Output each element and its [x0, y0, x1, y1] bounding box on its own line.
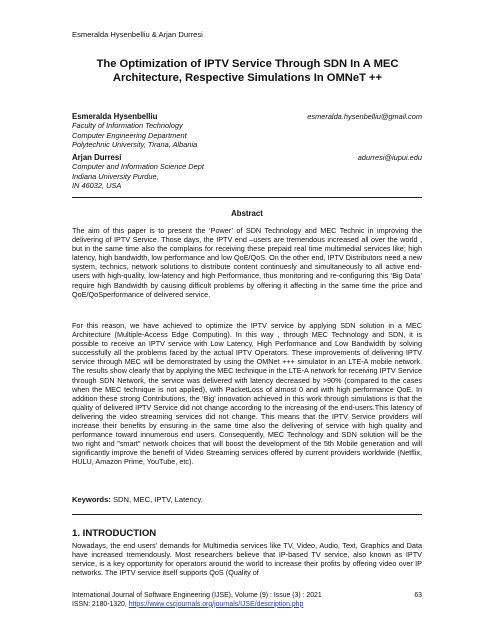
title-line-2: Architecture, Respective Simulations In OMNeT ++ [112, 72, 383, 84]
footer-issn-line [72, 601, 422, 610]
journal-link[interactable]: https://www.cscjournals.org/journals/IJSE/description.php [128, 600, 304, 608]
abstract-paragraph-1: The aim of this paper is to present the ‘Power’ of SDN Technology and MEC Technic in improving the delivering of IPTV Service. Those days, the IPTV end –users are tremendous increased all over the world , but in the same time also the complains for receiving these prepaid real time multimedial services like; high latency, high bandwidth, low performance and low QoE/QoS. On the other end, IPTV Distributors need a new system, technics, network solutions to distribute content continuesly and simultaneously to all active end-users with high-quality, low-latency and high Performance, thus monitoring and re-configuring this ‘Big Data’ require high Bandwidth by causing difficult problems by offering it affecting in the same time the price and QoE/QoSperformance of delivered service. [72, 226, 422, 299]
author-affiliation-line: Computer and Information Science Dept [72, 162, 204, 172]
author-affiliation-line: Computer Engineering Department [72, 130, 187, 140]
author-affiliation-line: IN 46032, USA [72, 181, 122, 191]
introduction-paragraph: Nowadays, the end users’ demands for Multimedia services like TV, Video, Audio, Text, Graphics and Data have increased tremendously. Most researchers believe that IP-based TV service, also known as IPTV service, is a key opportunity for operators around the world to increase their profits by offering video over IP networks. The IPTV service itself supports QoS (Quality of [72, 541, 422, 578]
keywords-label: Keywords: [72, 495, 111, 504]
author-affiliation-line: Indiana University Purdue, [72, 171, 159, 181]
section-heading-introduction: 1. INTRODUCTION [72, 528, 157, 539]
author-email[interactable]: esmeralda.hysenbelliu@gmail.com [307, 112, 422, 121]
keywords-text: SDN, MEC, IPTV, Latency. [110, 495, 203, 504]
author-affiliation-line: Polytechnic University, Tirana, Albania [72, 140, 198, 150]
keywords [72, 495, 422, 504]
page-number: 63 [414, 592, 422, 599]
abstract-heading: Abstract [231, 209, 263, 218]
running-header: Esmeralda Hysenbelliu & Arjan Durresi [72, 30, 203, 39]
footer-journal: International Journal of Software Engineering (IJSE), Volume (9) : Issue (3) : 2021 [72, 592, 322, 599]
author-affiliation-line: Faculty of Information Technology [72, 121, 183, 131]
page-footer [72, 592, 422, 610]
author-block-2 [72, 153, 422, 191]
author-email[interactable]: adurresi@iupui.edu [357, 153, 422, 162]
footer-issn: ISSN: 2180-1320, [72, 600, 129, 608]
title-line-1: The Optimization of IPTV Service Through SDN In A MEC [96, 58, 399, 70]
author-name: Arjan Durresi [72, 153, 122, 162]
author-name: Esmeralda Hysenbelliu [72, 112, 158, 121]
paper-title [60, 57, 435, 85]
abstract-paragraph-2: For this reason, we have achieved to optimize the IPTV service by applying SDN solution in a MEC Architecture (Multiple-Access Edge Computing). In this way , through MEC Technology and SDN, it is possible to receive an IPTV service with Low Latency, High Performance and Low Bandwidth by solving successfully all the problems faced by the actual IPTV Operators. These improvements of delivering IPTV service through MEC will be demonstrated by using the OMNet +++ simulator in an LTE-A mobile network. The results show clearly that by applying the MEC technique in the LTE-A network for receiving IPTV Service through SDN Network, the service was delivered with latency decreased by >90% (compared to the cases when the MEC technique is not applied), with PacketLoss of almost 0 and with high performance QoE. In addition these strong Contributions, the ‘Big’ innovation achieved in this work through simulations is that the quality of delivered IPTV Service did not change according to the increasing of the end-users.This latency of delivering the video streaming services did not change. This means that the IPTV Service providers will increase their benefits by ensuring in the same time also the delivering of service with high quality and performance toward innumerous end users. Consequently, MEC Technology and SDN solution will be the two right and "smart" network choices that will boost the development of the 5th Mobile generation and will significantly improve the benefit of Video Streaming services offered by current providers worldwide (Netflix, HULU, Amazon Prime, YouTube, etc). [72, 321, 422, 467]
author-block-1 [72, 112, 422, 150]
divider-bottom [72, 514, 422, 515]
divider-top [72, 197, 422, 198]
